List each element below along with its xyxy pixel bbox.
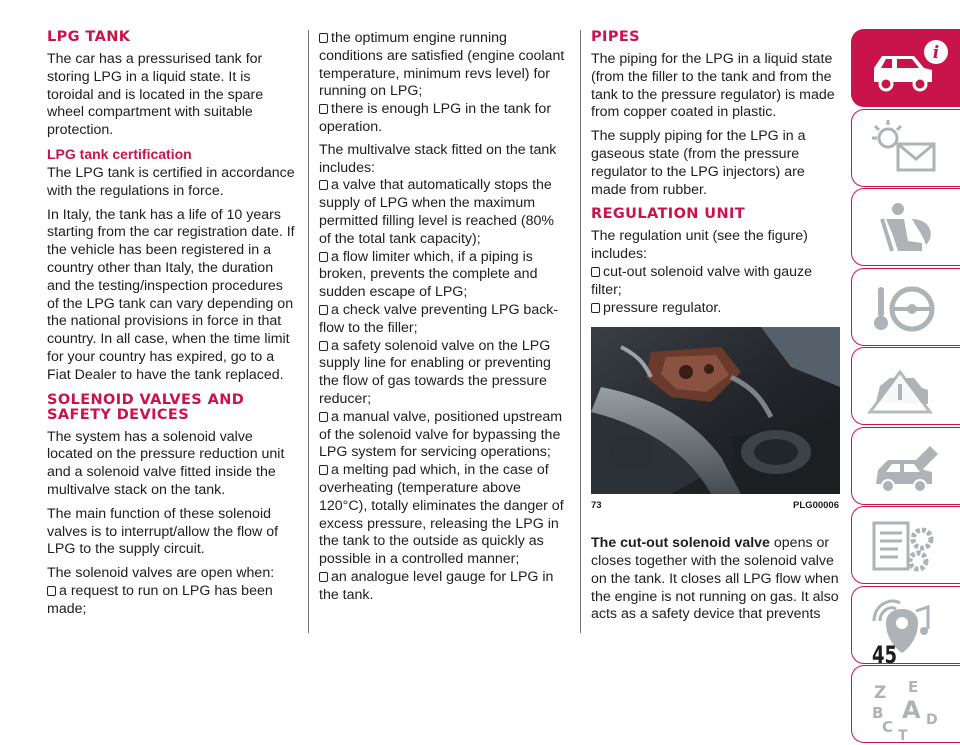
- tab-warning-lights[interactable]: [851, 109, 960, 187]
- index-letter-c: C: [882, 718, 894, 736]
- list-item: [319, 462, 567, 569]
- tab-car-info[interactable]: [851, 29, 960, 107]
- heading-solenoid-valves: SOLENOID VALVES AND SAFETY DEVICES: [47, 391, 245, 423]
- checkbox-bullet-icon: [319, 180, 328, 190]
- list-item: [47, 583, 295, 619]
- checkbox-bullet-icon: [47, 586, 56, 596]
- maintenance-icon: [852, 428, 960, 506]
- safety-seat-icon: [852, 189, 960, 267]
- figure-number: 73: [591, 500, 602, 512]
- tab-index[interactable]: [851, 665, 960, 743]
- paragraph: The piping for the LPG in a liquid state (from the filler to the tank and from the tank to the pressure regulator) is made from copper coated in plastic.: [591, 51, 835, 121]
- list-item: [319, 409, 567, 462]
- checkbox-bullet-icon: [591, 267, 600, 277]
- list-item: [591, 264, 839, 300]
- section-tabs: [851, 29, 960, 745]
- tab-emergency[interactable]: [851, 347, 960, 425]
- paragraph: The car has a pressurised tank for storing LPG in a liquid state. It is toroidal and is located in the spare wheel compartment with suitable protection.: [47, 51, 264, 139]
- car-info-icon: [852, 30, 960, 108]
- heading-lpg-tank: LPG TANK: [47, 29, 131, 45]
- index-letter-b: B: [872, 704, 884, 722]
- list-item-text: an analogue level gauge for LPG in the tank.: [319, 568, 554, 603]
- index-letter-a: A: [902, 696, 921, 724]
- tab-starting-driving[interactable]: [851, 268, 960, 346]
- paragraph: The LPG tank is certified in accordance with the regulations in force.: [47, 164, 295, 199]
- list-item: [319, 569, 567, 605]
- figure-caption: [591, 497, 839, 515]
- list-item: [591, 300, 839, 318]
- list-item-text: a flow limiter which, if a piping is broken, prevents the complete and sudden escape of LPG;: [319, 248, 538, 301]
- list-item: [319, 338, 567, 409]
- paragraph: [591, 535, 839, 624]
- list-item-text: a melting pad which, in the case of overheating (temperature above 120°C), totally eliminates the danger of excess pressure, releasing the LPG in the tank to the outside as quickly as possible in a controlled manner;: [319, 462, 564, 568]
- list-item-text: a request to run on LPG has been made;: [47, 582, 273, 617]
- list-item-text: cut-out solenoid valve with gauze filter;: [591, 263, 812, 298]
- checkbox-bullet-icon: [591, 303, 600, 313]
- list-item: [319, 249, 567, 302]
- list-item-text: a valve that automatically stops the supply of LPG when the maximum permitted filling level is reached (80% of the total tank capacity);: [319, 177, 554, 247]
- checkbox-bullet-icon: [319, 412, 328, 422]
- paragraph-text: opens or closes together with the solenoid valve on the tank. It closes all LPG flow when the engine is not running on gas. It also acts as a safety device that prevents: [591, 535, 839, 623]
- list-item-text: a safety solenoid valve on the LPG supply line for enabling or preventing the flow of gas towards the pressure reducer;: [319, 337, 551, 407]
- paragraph: The regulation unit (see the figure) includes:: [591, 228, 808, 263]
- tab-safety[interactable]: [851, 188, 960, 266]
- list-item-text: a check valve preventing LPG back-flow to the filler;: [319, 301, 559, 336]
- index-letter-e: E: [908, 678, 919, 696]
- paragraph: The multivalve stack fitted on the tank includes:: [319, 141, 557, 176]
- column-left: [47, 30, 295, 619]
- index-letter-z: Z: [874, 683, 887, 703]
- list-item-text: a manual valve, positioned upstream of the solenoid valve for bypassing the LPG system for servicing operations;: [319, 408, 563, 461]
- list-item: [319, 177, 567, 248]
- warning-lights-icon: [852, 110, 960, 188]
- paragraph: In Italy, the tank has a life of 10 years starting from the car registration date. If the vehicle has been registered in a country other than Italy, the duration and the testing/inspection procedures of the LPG tank can vary depending on the national provisions in force in that country. In all case, when the time limit for your country has expired, go to a Fiat Dealer to have the tank replaced.: [47, 206, 295, 383]
- checkbox-bullet-icon: [319, 104, 328, 114]
- checkbox-bullet-icon: [319, 572, 328, 582]
- list-item-text: the optimum engine running conditions are satisfied (engine coolant temperature, minimum revs level) for running on LPG;: [319, 30, 565, 100]
- paragraph: The solenoid valves are open when:: [47, 565, 275, 582]
- list-item: [319, 30, 567, 101]
- paragraph: The main function of these solenoid valves is to interrupt/allow the flow of LPG to the supply circuit.: [47, 505, 279, 558]
- starting-driving-icon: [852, 269, 960, 347]
- regulation-unit-photo: [591, 327, 840, 494]
- column-right: [591, 30, 839, 630]
- list-item-text: pressure regulator.: [603, 299, 722, 316]
- emergency-icon: [852, 348, 960, 426]
- tab-multimedia[interactable]: [851, 586, 960, 664]
- tab-technical-data[interactable]: [851, 506, 960, 584]
- checkbox-bullet-icon: [319, 341, 328, 351]
- index-letter-t: T: [898, 728, 908, 744]
- paragraph: The supply piping for the LPG in a gaseous state (from the pressure regulator to the LPG injectors) are made from rubber.: [591, 128, 806, 198]
- index-letter-d: D: [926, 712, 938, 728]
- list-item-text: there is enough LPG in the tank for operation.: [319, 101, 552, 135]
- figure-code: PLG00006: [793, 500, 839, 512]
- checkbox-bullet-icon: [319, 252, 328, 262]
- checkbox-bullet-icon: [319, 465, 328, 475]
- column-middle: [319, 30, 567, 605]
- list-item: [319, 302, 567, 338]
- heading-pipes: PIPES: [591, 29, 640, 45]
- multimedia-icon: [852, 587, 960, 665]
- column-divider: [308, 30, 309, 633]
- technical-data-icon: [852, 507, 960, 585]
- checkbox-bullet-icon: [319, 305, 328, 315]
- tab-maintenance[interactable]: [851, 427, 960, 505]
- term-cut-out-solenoid-valve: The cut-out solenoid valve: [591, 535, 770, 552]
- subheading-tank-certification: LPG tank certification: [47, 145, 192, 162]
- checkbox-bullet-icon: [319, 33, 328, 43]
- heading-regulation-unit: REGULATION UNIT: [591, 206, 746, 223]
- column-divider: [580, 30, 581, 633]
- page-number: 45: [872, 641, 898, 669]
- list-item: [319, 101, 567, 137]
- svg-text:i: i: [932, 43, 940, 63]
- paragraph: The system has a solenoid valve located on the pressure reduction unit and a solenoid valve fitted inside the multivalve stack on the tank.: [47, 428, 285, 498]
